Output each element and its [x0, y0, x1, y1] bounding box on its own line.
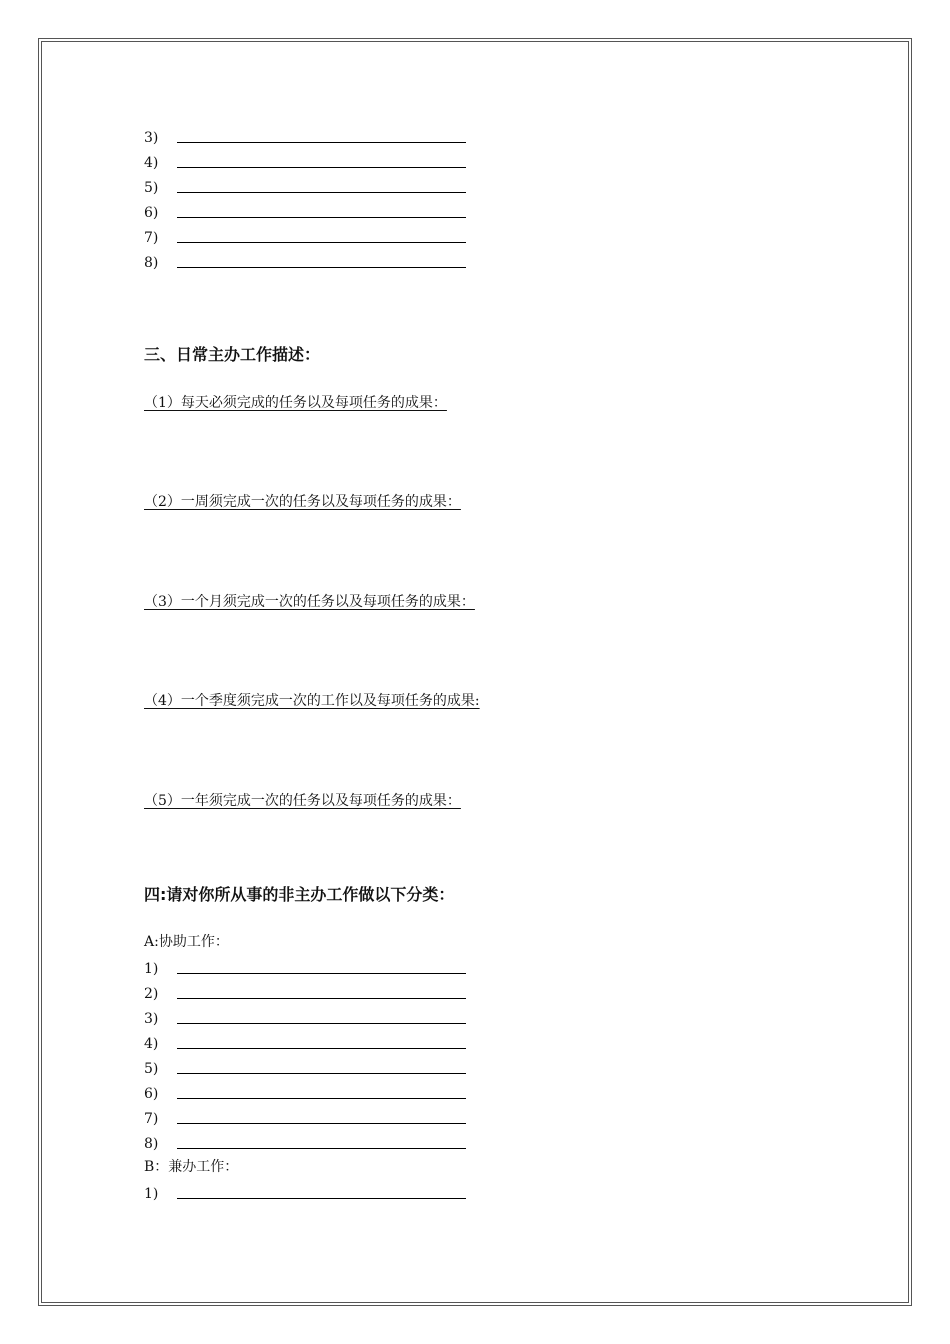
section-3-item-3: （3）一个月须完成一次的任务以及每项任务的成果： — [144, 594, 475, 610]
blank-line-item[interactable] — [144, 1007, 466, 1027]
fill-in-line[interactable] — [177, 1098, 466, 1099]
fill-in-line[interactable] — [177, 1023, 466, 1024]
blank-line-item[interactable] — [144, 226, 466, 246]
blank-line-item[interactable] — [144, 176, 466, 196]
section-3-item-5: （5）一年须完成一次的任务以及每项任务的成果： — [144, 793, 461, 809]
blank-line-item[interactable] — [144, 151, 466, 171]
blank-line-item[interactable] — [144, 251, 466, 271]
fill-in-line[interactable] — [177, 973, 466, 974]
fill-in-line[interactable] — [177, 1048, 466, 1049]
section-4-heading: 四:请对你所从事的非主办工作做以下分类： — [144, 885, 455, 904]
item-number: 3) — [144, 1011, 159, 1027]
item-number: 2) — [144, 986, 159, 1002]
item-number: 1) — [144, 1186, 159, 1202]
blank-line-item[interactable] — [144, 126, 466, 146]
item-number: 6) — [144, 1086, 159, 1102]
item-number: 7) — [144, 230, 159, 246]
blank-line-item[interactable] — [144, 1057, 466, 1077]
fill-in-line[interactable] — [177, 1148, 466, 1149]
fill-in-line[interactable] — [177, 998, 466, 999]
fill-in-line[interactable] — [177, 1123, 466, 1124]
item-number: 6) — [144, 205, 159, 221]
section-3-heading: 三、日常主办工作描述： — [144, 345, 321, 364]
item-number: 5) — [144, 180, 159, 196]
blank-line-item[interactable] — [144, 1032, 466, 1052]
blank-line-item[interactable] — [144, 1132, 466, 1152]
fill-in-line[interactable] — [177, 242, 466, 243]
section-3-item-1: （1）每天必须完成的任务以及每项任务的成果： — [144, 395, 447, 411]
item-number: 5) — [144, 1061, 159, 1077]
fill-in-line[interactable] — [177, 142, 466, 143]
section-3-item-2: （2）一周须完成一次的任务以及每项任务的成果： — [144, 494, 461, 510]
item-number: 1) — [144, 961, 159, 977]
blank-line-item[interactable] — [144, 1107, 466, 1127]
fill-in-line[interactable] — [177, 192, 466, 193]
blank-line-item[interactable] — [144, 1182, 466, 1202]
blank-line-item[interactable] — [144, 982, 466, 1002]
fill-in-line[interactable] — [177, 217, 466, 218]
group-a-label: A:协助工作： — [144, 934, 229, 950]
item-number: 8) — [144, 1136, 159, 1152]
blank-line-item[interactable] — [144, 1082, 466, 1102]
fill-in-line[interactable] — [177, 167, 466, 168]
blank-line-item[interactable] — [144, 201, 466, 221]
fill-in-line[interactable] — [177, 267, 466, 268]
section-3-item-4: （4）一个季度须完成一次的工作以及每项任务的成果: — [144, 693, 480, 709]
fill-in-line[interactable] — [177, 1198, 466, 1199]
item-number: 4) — [144, 1036, 159, 1052]
item-number: 3) — [144, 130, 159, 146]
fill-in-line[interactable] — [177, 1073, 466, 1074]
item-number: 4) — [144, 155, 159, 171]
blank-line-item[interactable] — [144, 957, 466, 977]
item-number: 8) — [144, 255, 159, 271]
item-number: 7) — [144, 1111, 159, 1127]
group-b-label: B：兼办工作： — [144, 1159, 239, 1175]
